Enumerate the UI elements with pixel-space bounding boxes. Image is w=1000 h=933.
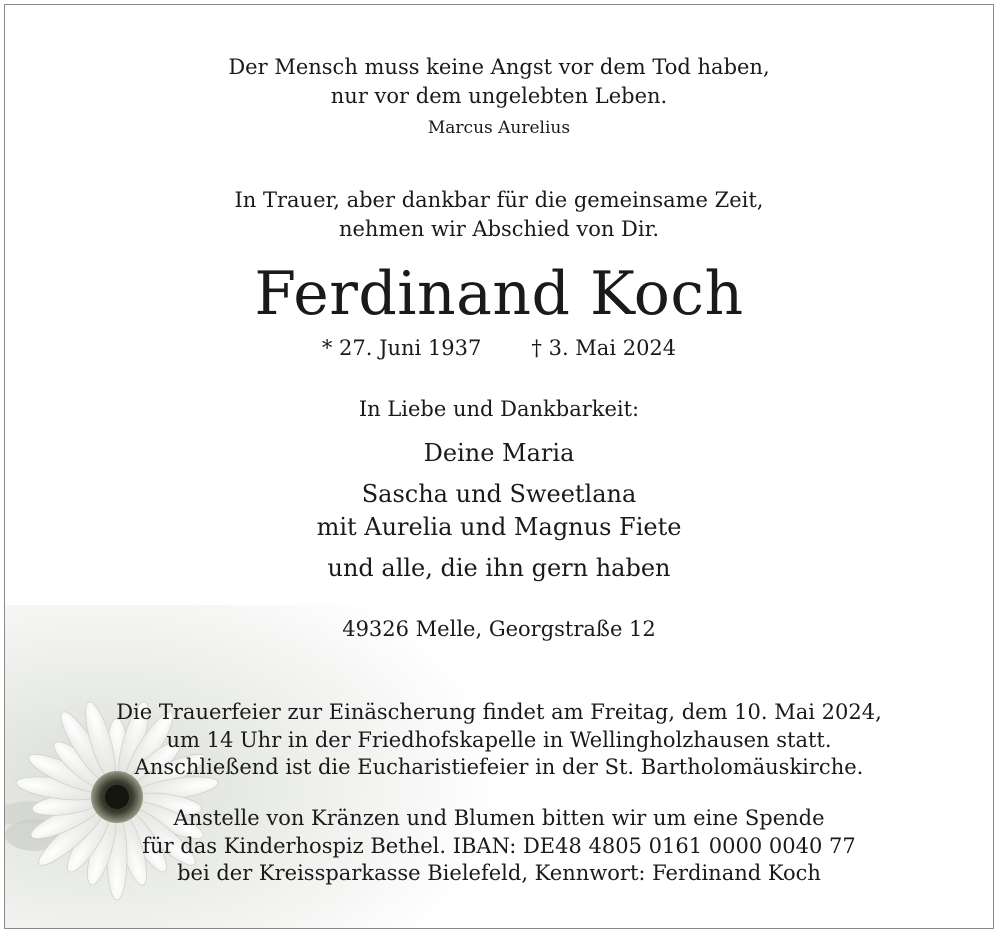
- life-dates: [5, 336, 993, 360]
- quote-line-2: nur vor dem ungelebten Leben.: [330, 84, 668, 108]
- deceased-name: Ferdinand Koch: [254, 259, 744, 329]
- quote-line-1: Der Mensch muss keine Angst vor dem Tod haben,: [228, 55, 770, 79]
- donation-line-3: bei der Kreissparkasse Bielefeld, Kennwort: Ferdinand Koch: [177, 861, 821, 885]
- ceremony-line-2: um 14 Uhr in der Friedhofskapelle in Wellingholzhausen statt.: [166, 728, 832, 752]
- mourner-line-2: Sascha und Sweetlana: [361, 480, 637, 508]
- intro-line-2: nehmen wir Abschied von Dir.: [338, 217, 660, 241]
- donation-line-1: Anstelle von Kränzen und Blumen bitten wir um eine Spende: [173, 806, 825, 830]
- birth-date: * 27. Juni 1937: [321, 336, 482, 360]
- quote-author: Marcus Aurelius: [427, 118, 571, 138]
- death-date: † 3. Mai 2024: [531, 336, 677, 360]
- address: 49326 Melle, Georgstraße 12: [342, 617, 656, 641]
- mourner-line-4: und alle, die ihn gern haben: [327, 554, 671, 582]
- donation-line-2: für das Kinderhospiz Bethel. IBAN: DE48 4805 0161 0000 0040 77: [142, 834, 856, 858]
- intro-line-1: In Trauer, aber dankbar für die gemeinsame Zeit,: [234, 188, 764, 212]
- ceremony-line-1: Die Trauerfeier zur Einäscherung findet am Freitag, dem 10. Mai 2024,: [116, 700, 882, 724]
- mourners-heading: In Liebe und Dankbarkeit:: [358, 397, 640, 421]
- obituary-notice: [4, 4, 994, 929]
- ceremony-line-3: Anschließend ist die Eucharistiefeier in der St. Bartholomäuskirche.: [134, 755, 864, 779]
- mourner-line-3: mit Aurelia und Magnus Fiete: [316, 513, 682, 541]
- mourner-line-1: Deine Maria: [423, 439, 575, 467]
